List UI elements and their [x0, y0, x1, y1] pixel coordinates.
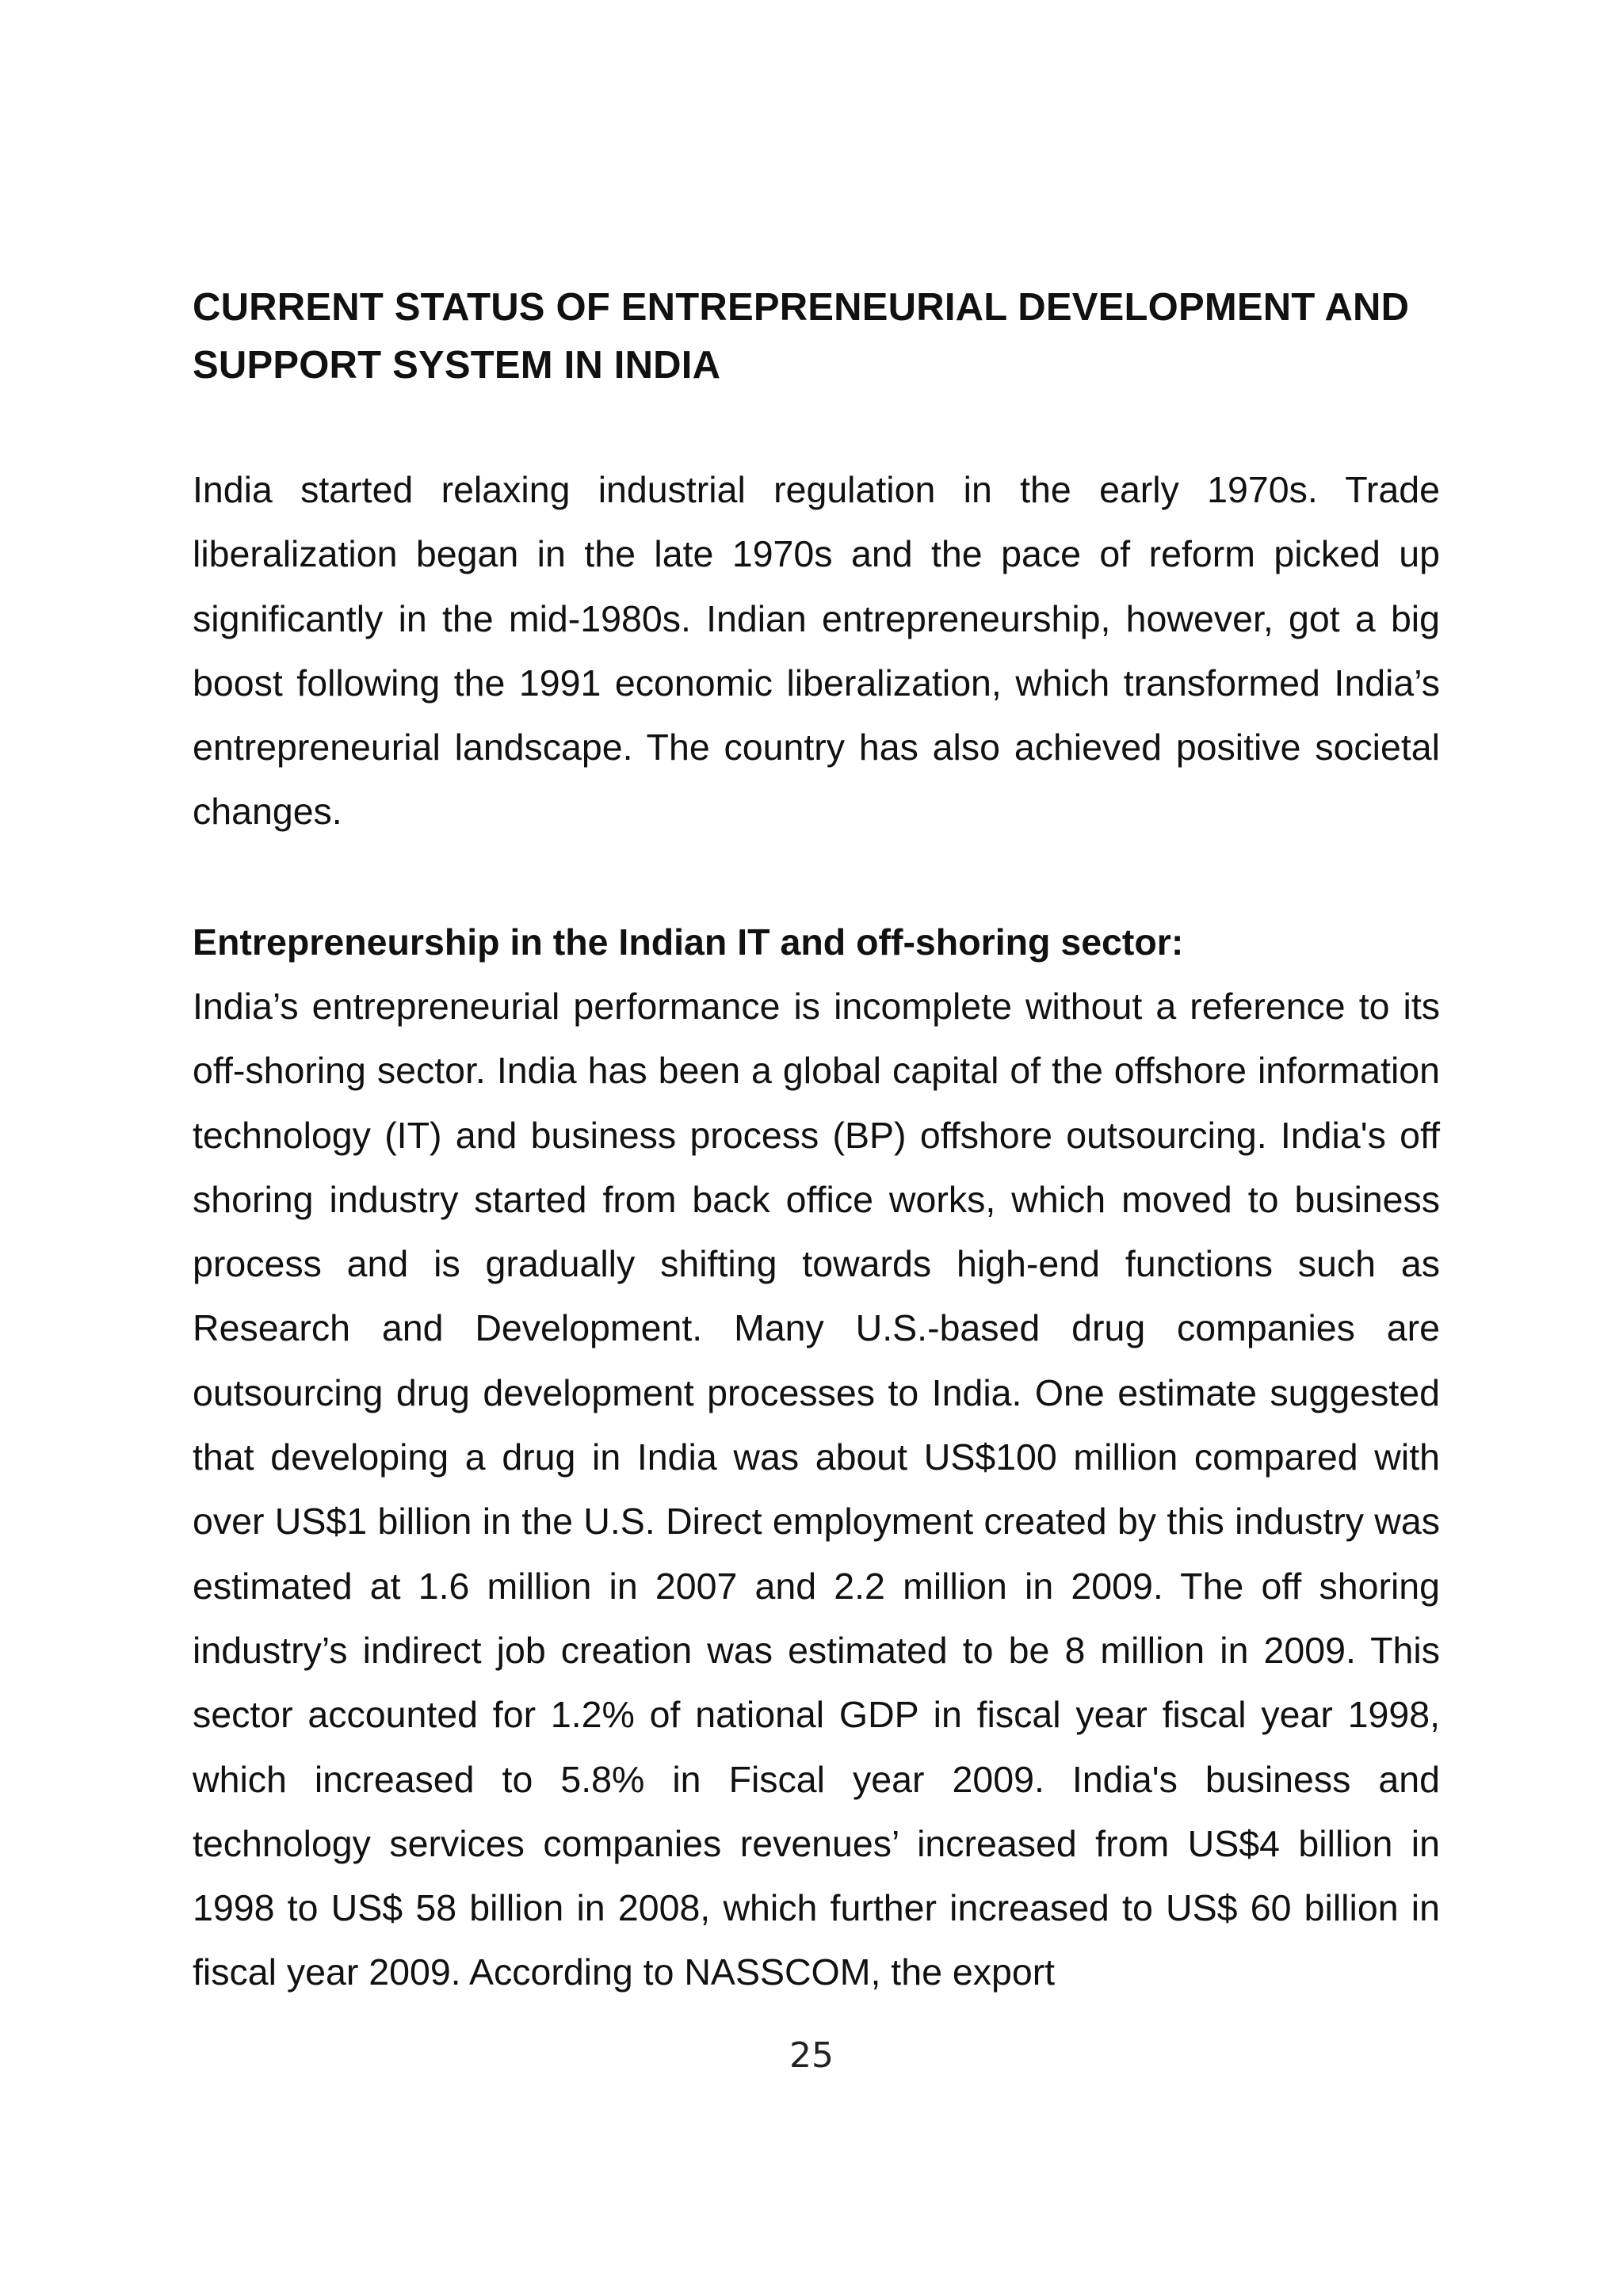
subsection-heading: Entrepreneurship in the Indian IT and off-shoring sector:: [193, 921, 1184, 963]
intro-paragraph: India started relaxing industrial regulation in the early 1970s. Trade liberalization began in the late 1970s and the pace of reform picked up significantly in the mid-1980s. Indian entrepreneurship, however, got a big boost following the 1991 economic liberalization, which transformed India’s entrepreneurial landscape. The country has also achieved positive societal changes.: [193, 469, 1440, 833]
section-heading: CURRENT STATUS OF ENTREPRENEURIAL DEVELOPMENT AND SUPPORT SYSTEM IN INDIA: [193, 286, 1410, 387]
body-paragraph: India’s entrepreneurial performance is incomplete without a reference to its off-shoring sector. India has been a global capital of the offshore information technology (IT) and business process (BP) offshore outsourcing. India's off shoring industry started from back office works, which moved to business process and is gradually shifting towards high-end functions such as Research and Development. Many U.S.-based drug companies are outsourcing drug development processes to India. One estimate suggested that developing a drug in India was about US$100 million compared with over US$1 billion in the U.S. Direct employment created by this industry was estimated at 1.6 million in 2007 and 2.2 million in 2009. The off shoring industry’s indirect job creation was estimated to be 8 million in 2009. This sector accounted for 1.2% of national GDP in fiscal year fiscal year 1998, which increased to 5.8% in Fiscal year 2009. India's business and technology services companies revenues’ increased from US$4 billion in 1998 to US$ 58 billion in 2008, which further increased to US$ 60 billion in fiscal year 2009. According to NASSCOM, the export: [193, 986, 1440, 1993]
page-number: 25: [789, 2035, 834, 2076]
